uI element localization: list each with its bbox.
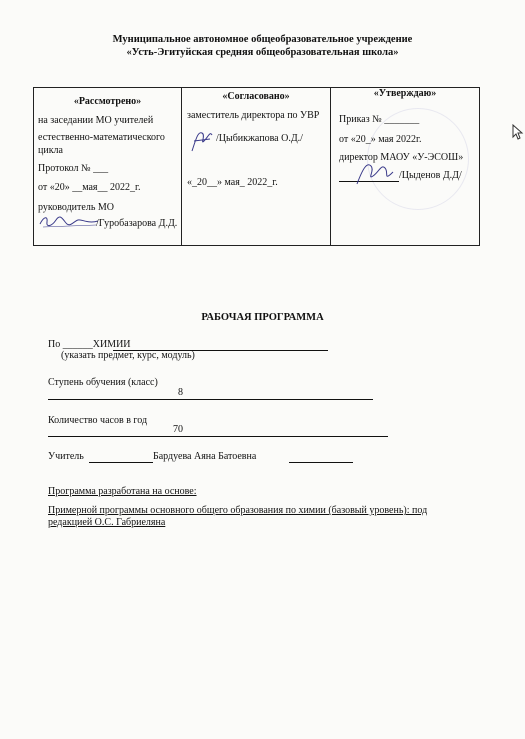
subject-prefix: По ______	[48, 339, 93, 350]
reviewed-line-7: /Гуробазарова Д.Д.	[96, 218, 178, 229]
signature-mark	[188, 127, 216, 155]
reviewed-line-6: руководитель МО	[38, 202, 114, 213]
approved-line-4: /Цыденов Д.Д/	[399, 170, 462, 181]
reviewed-line-5: от «20» __мая__ 2022_г.	[38, 182, 141, 193]
basis-label: Программа разработана на основе:	[48, 486, 197, 497]
reviewed-line-4: Протокол № ___	[38, 163, 109, 174]
approval-col-reviewed	[34, 88, 182, 245]
teacher-underline-left	[89, 462, 153, 463]
approved-title: «Утверждаю»	[373, 88, 437, 99]
institution-name-line1: Муниципальное автономное общеобразовательное учреждение	[112, 34, 413, 45]
reviewed-line-2: естественно-математического	[38, 132, 165, 143]
grade-label: Ступень обучения (класс)	[48, 377, 158, 388]
approved-line-2: от «20_» мая 2022г.	[339, 134, 422, 145]
subject-value: ХИМИИ	[92, 339, 131, 350]
approval-col-approved	[331, 88, 479, 245]
institution-name-line2: «Усть-Эгитуйская средняя общеобразовательная школа»	[126, 47, 399, 58]
signature-mark	[353, 158, 397, 188]
cursor-arrow-icon	[512, 124, 524, 140]
hours-underline	[48, 436, 388, 437]
approval-table	[33, 87, 480, 246]
reviewed-title: «Рассмотрено»	[73, 96, 142, 107]
grade-value: 8	[178, 387, 183, 398]
agreed-title: «Согласовано»	[222, 91, 290, 102]
basis-line-1: Примерной программы основного общего образования по химии (базовый уровень): под	[48, 505, 428, 516]
approved-line-1: Приказ № _______	[339, 114, 420, 125]
signature-mark	[38, 212, 100, 230]
grade-underline	[48, 399, 373, 400]
teacher-underline-right	[289, 462, 353, 463]
document-heading: РАБОЧАЯ ПРОГРАММА	[201, 312, 324, 323]
agreed-line-3: «_20__» мая_ 2022_г.	[187, 177, 278, 188]
reviewed-line-1: на заседании МО учителей	[38, 115, 154, 126]
hours-label: Количество часов в год	[48, 415, 148, 426]
subject-line	[48, 339, 131, 350]
reviewed-line-3: цикла	[38, 145, 63, 156]
teacher-name: Бардуева Аяна Батоевна	[153, 451, 257, 462]
agreed-line-2: /Цыбикжапова О.Д./	[216, 133, 303, 144]
approval-col-agreed	[182, 88, 331, 245]
teacher-label: Учитель	[48, 451, 84, 462]
subject-hint: (указать предмет, курс, модуль)	[61, 350, 195, 361]
hours-value: 70	[173, 424, 183, 435]
agreed-line-1: заместитель директора по УВР	[187, 110, 320, 121]
basis-line-2: редакцией О.С. Габриеляна	[48, 517, 166, 528]
approved-line-3: директор МАОУ «У-ЭСОШ»	[339, 152, 464, 163]
